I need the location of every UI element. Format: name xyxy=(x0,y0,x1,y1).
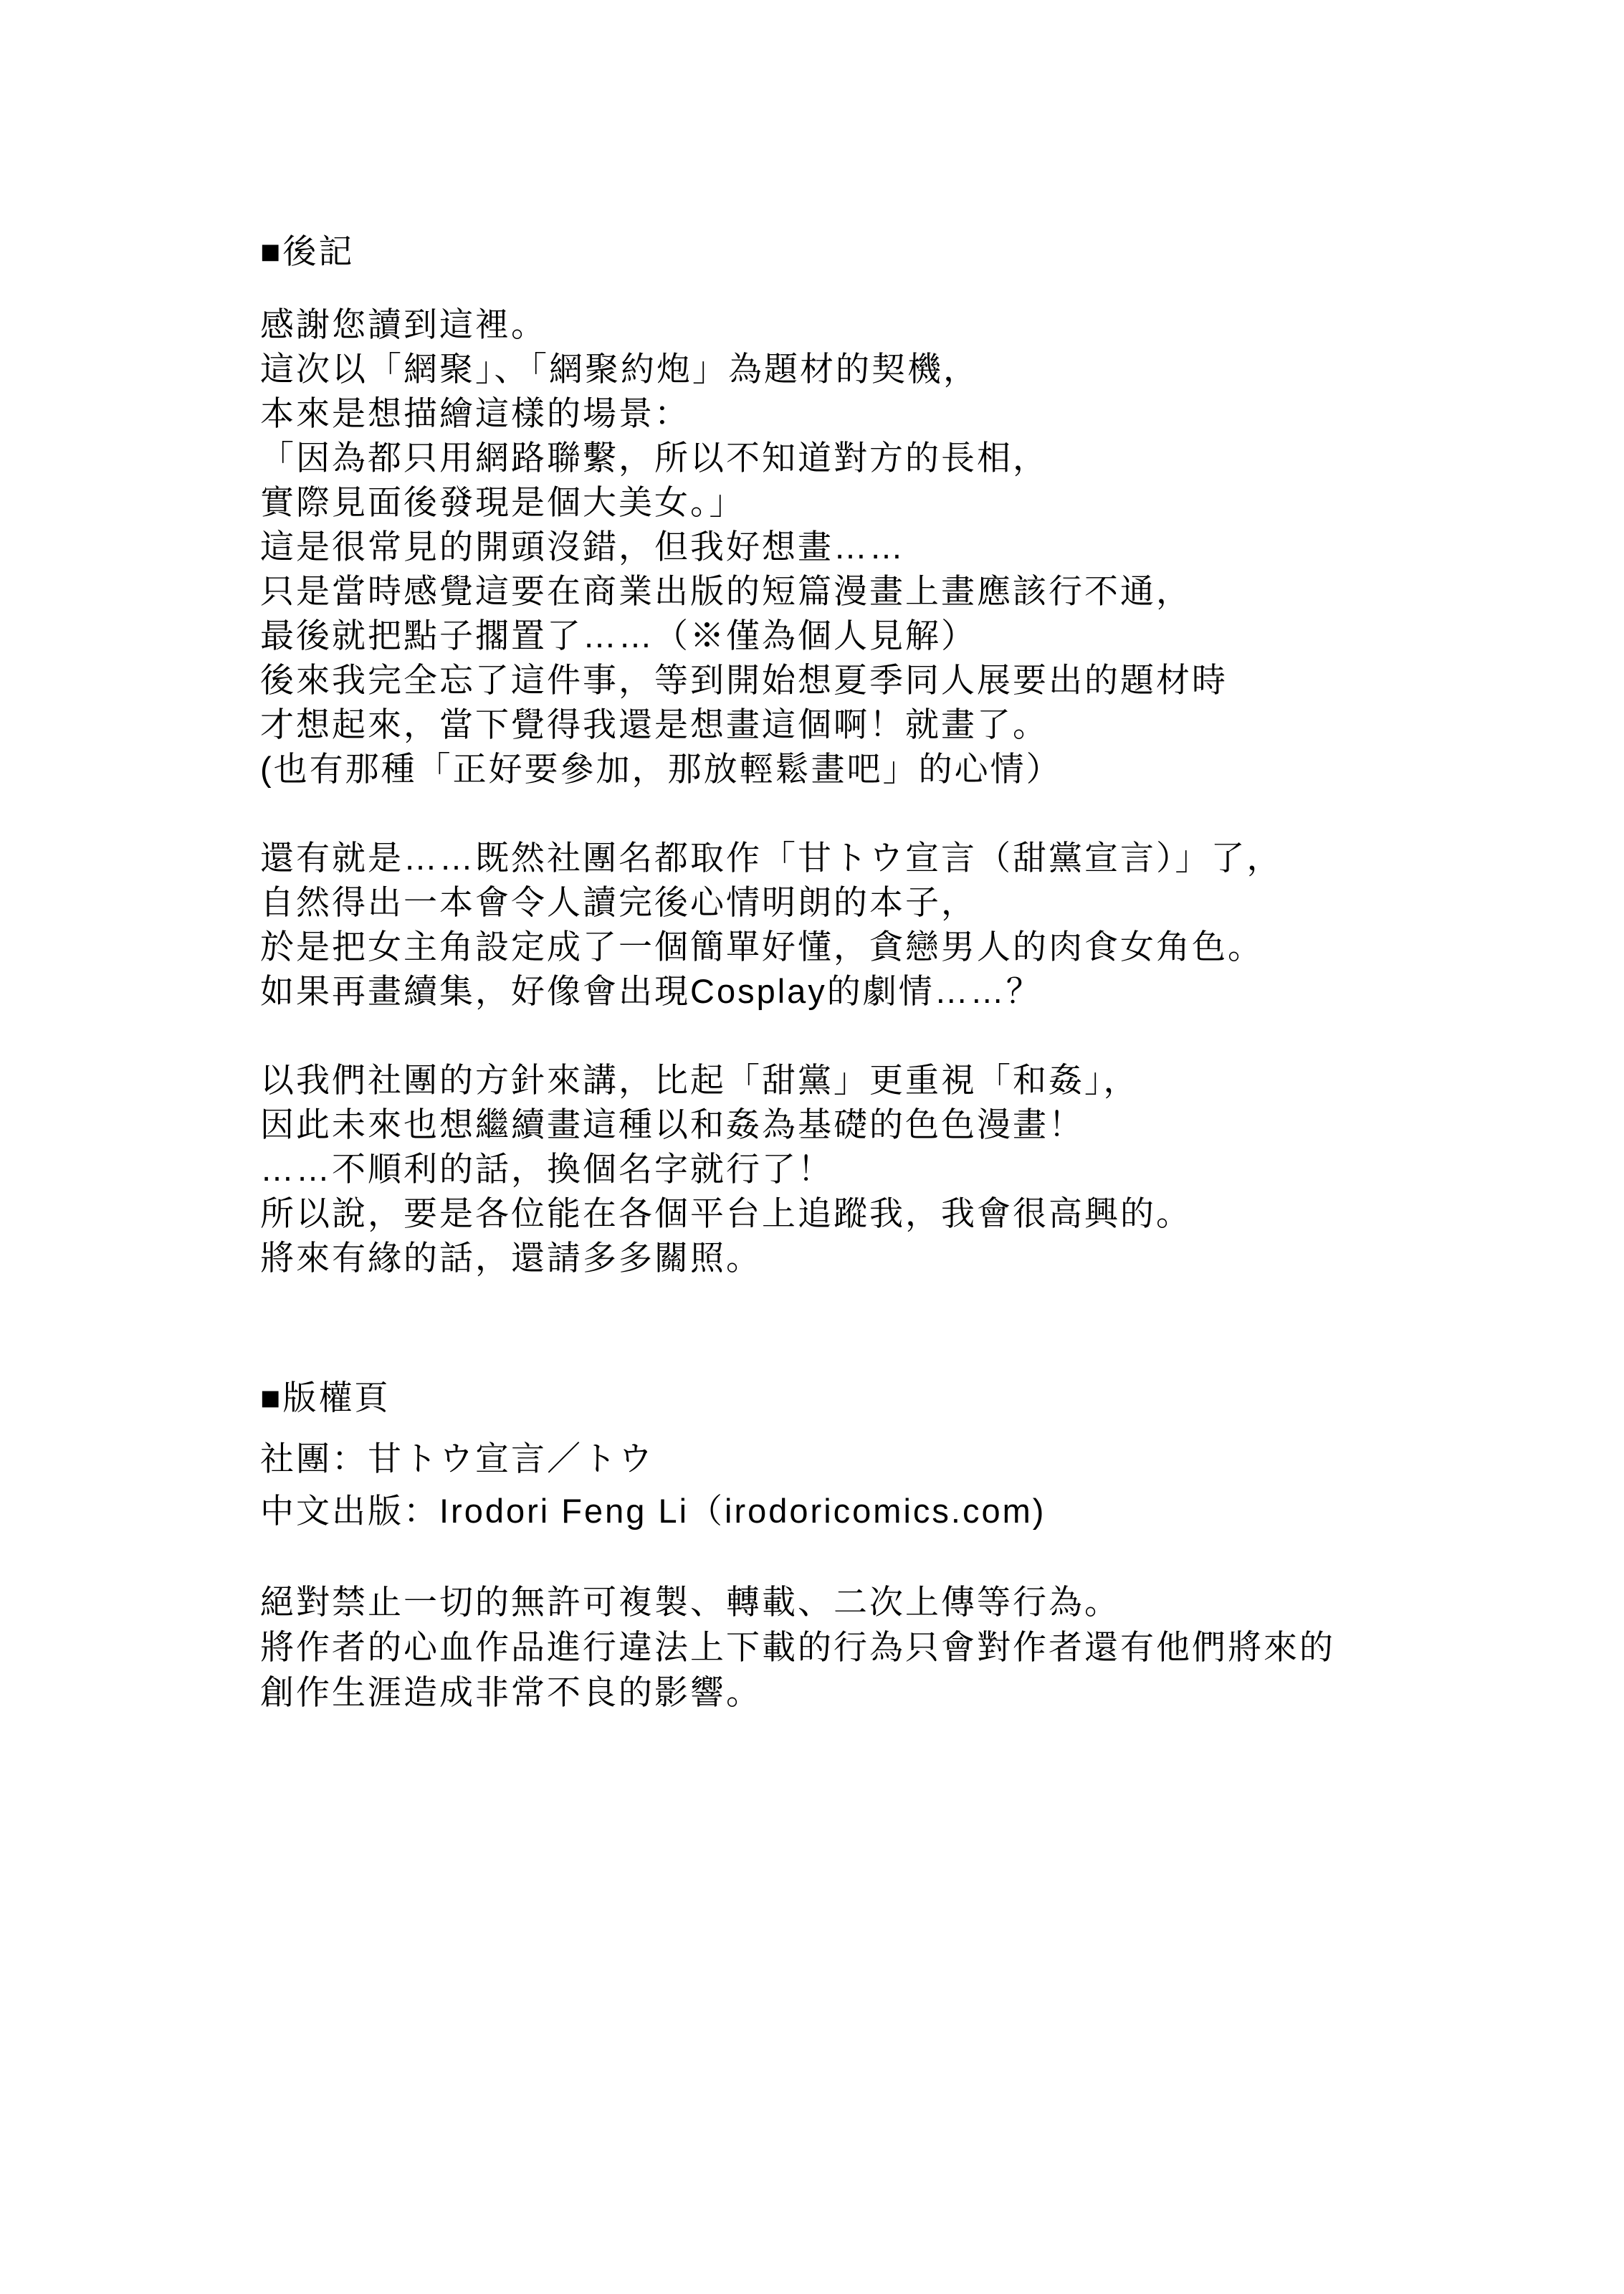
copyright-notice xyxy=(260,1579,1565,1715)
text-line: 只是當時感覺這要在商業出版的短篇漫畫上畫應該行不通， xyxy=(260,572,1192,610)
text-line: 最後就把點子擱置了……（※僅為個人見解） xyxy=(260,617,977,655)
text-line: 因此未來也想繼續畫這種以和姦為基礎的色色漫畫！ xyxy=(260,1105,1084,1143)
text-line: 本來是想描繪這樣的場景： xyxy=(260,394,690,432)
text-line: 將來有緣的話，還請多多關照。 xyxy=(260,1239,762,1277)
text-line: (也有那種「正好要參加，那放輕鬆畫吧」的心情） xyxy=(260,750,1062,788)
text-line: 以我們社團的方針來講，比起「甜黨」更重視「和姦」， xyxy=(260,1061,1140,1099)
colophon-title: ■版權頁 xyxy=(260,1379,391,1417)
text-line: 中文出版：Irodori Feng Li（irodoricomics.com) xyxy=(260,1492,1046,1530)
text-line: 實際見面後發現是個大美女。」 xyxy=(260,483,745,521)
text-line: 所以說，要是各位能在各個平台上追蹤我，我會很高興的。 xyxy=(260,1194,1192,1232)
afterword-paragraph-2 xyxy=(260,836,1565,1014)
text-line: 後來我完全忘了這件事，等到開始想夏季同人展要出的題材時 xyxy=(260,661,1228,699)
colophon-credits xyxy=(260,1432,1565,1537)
afterword-section xyxy=(260,229,1565,1280)
text-line: 這是很常見的開頭沒錯，但我好想畫…… xyxy=(260,528,905,566)
text-line: 絕對禁止一切的無許可複製、轉載、二次上傳等行為。 xyxy=(260,1583,1120,1621)
text-line: ……不順利的話，換個名字就行了！ xyxy=(260,1150,834,1188)
text-line: 社團：甘トウ宣言／トウ xyxy=(260,1439,654,1477)
text-line: 感謝您讀到這裡。 xyxy=(260,305,547,343)
text-line: 「因為都只用網路聯繫，所以不知道對方的長相， xyxy=(260,439,1049,477)
text-line: 將作者的心血作品進行違法上下載的行為只會對作者還有他們將來的 xyxy=(260,1628,1335,1666)
text-line: 於是把女主角設定成了一個簡單好懂，貪戀男人的肉食女角色。 xyxy=(260,928,1264,966)
text-line: 才想起來，當下覺得我還是想畫這個啊！就畫了。 xyxy=(260,705,1049,743)
text-line: 自然得出一本會令人讀完後心情明朗的本子， xyxy=(260,883,977,921)
text-line: 這次以「網聚」、「網聚約炮」為題材的契機， xyxy=(260,350,979,388)
page-content xyxy=(260,229,1565,1715)
text-line: 如果再畫續集，好像會出現Cosplay的劇情……？ xyxy=(260,972,1042,1010)
text-line: 還有就是……既然社團名都取作「甘トウ宣言（甜黨宣言）」了， xyxy=(260,839,1283,877)
text-line: 創作生涯造成非常不良的影響。 xyxy=(260,1673,762,1711)
afterword-title: ■後記 xyxy=(260,232,355,270)
afterword-paragraph-1 xyxy=(260,303,1565,791)
colophon-section xyxy=(260,1376,1565,1715)
afterword-paragraph-3 xyxy=(260,1058,1565,1280)
